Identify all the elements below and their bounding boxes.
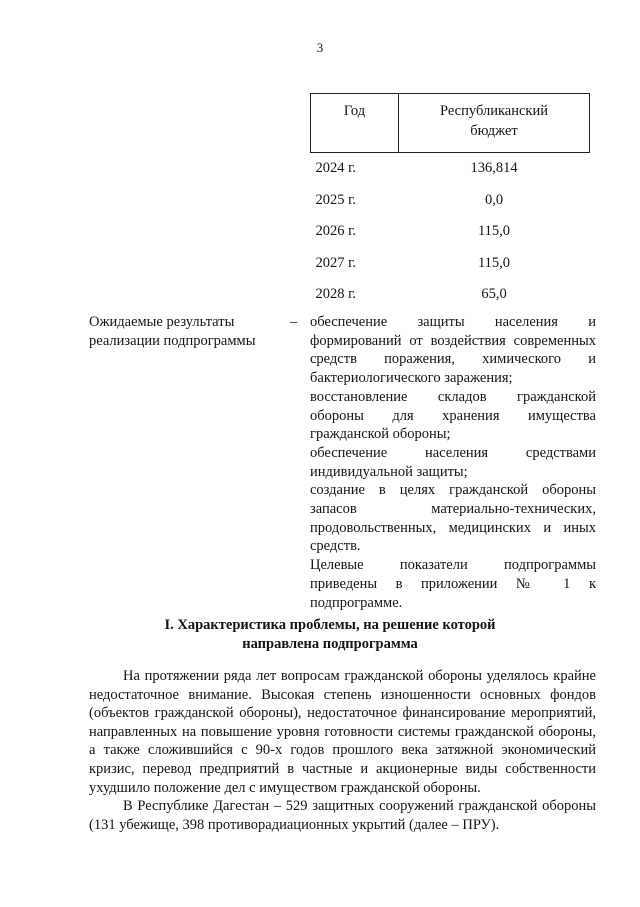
table-row xyxy=(311,248,590,280)
table-row xyxy=(311,185,590,217)
year-column-header: Год xyxy=(311,94,399,153)
section-heading-line1: I. Характеристика проблемы, на решение которой xyxy=(164,617,496,633)
year-cell: 2025 г. xyxy=(315,191,357,208)
list-item: Целевые показатели подпрограммы приведены в приложении № 1 к подпрограмме. xyxy=(310,557,596,611)
budget-header-line1: Республиканский xyxy=(440,103,548,119)
year-cell: 2024 г. xyxy=(315,160,357,177)
list-item: создание в целях гражданской обороны запасов материально-технических, продовольственных, медицинских и иных средств. xyxy=(310,482,596,555)
budget-value-cell: 65,0 xyxy=(481,286,507,303)
paragraph: В Республике Дагестан – 529 защитных сооружений гражданской обороны (131 убежище, 398 противорадиационных укрытий (далее – ПРУ). xyxy=(89,798,596,833)
list-item: восстановление складов гражданской обороны для хранения имущества гражданской обороны; xyxy=(310,388,596,443)
expected-results-list xyxy=(310,313,596,612)
budget-table xyxy=(310,93,590,311)
section-heading xyxy=(60,616,600,654)
results-dash: – xyxy=(290,314,298,330)
budget-column-header xyxy=(399,94,590,153)
year-cell: 2027 г. xyxy=(315,254,357,271)
page-number: 3 xyxy=(316,40,324,55)
expected-results-label xyxy=(89,313,294,350)
table-row xyxy=(311,216,590,248)
budget-value-cell: 136,814 xyxy=(470,160,518,177)
year-cell: 2028 г. xyxy=(315,286,357,303)
list-item: обеспечение населения средствами индивидуальной защиты; xyxy=(310,444,596,480)
year-cell: 2026 г. xyxy=(315,223,357,240)
expected-results-label-line1: Ожидаемые результаты xyxy=(89,314,235,330)
section-heading-line2: направлена подпрограмма xyxy=(242,636,418,652)
budget-header-line2: бюджет xyxy=(470,123,518,139)
expected-results-label-line2: реализации подпрограммы xyxy=(89,332,256,349)
table-row xyxy=(311,279,590,311)
paragraph: На протяжении ряда лет вопросам гражданской обороны уделялось крайне недостаточное внимание. Высокая степень изношенности основных фондов (объектов гражданской обороны), недостаточное финансирование мероприятий, направленных на повышение уровня готовности системы гражданской обороны, а также сложившийся с 90-х годов прошлого века затяжной экономический кризис, перевод предприятий в частные и акционерные виды собственности ухудшило положение дел с имуществом гражданской обороны. xyxy=(89,668,596,796)
budget-value-cell: 115,0 xyxy=(477,254,511,271)
budget-value-cell: 115,0 xyxy=(477,223,511,240)
list-item: обеспечение защиты населения и формирований от воздействия современных средств поражения, химического и бактериологического заражения; xyxy=(310,314,596,387)
budget-value-cell: 0,0 xyxy=(484,191,504,208)
budget-table-header xyxy=(311,94,590,153)
table-row xyxy=(311,153,590,185)
body-text xyxy=(89,667,596,834)
